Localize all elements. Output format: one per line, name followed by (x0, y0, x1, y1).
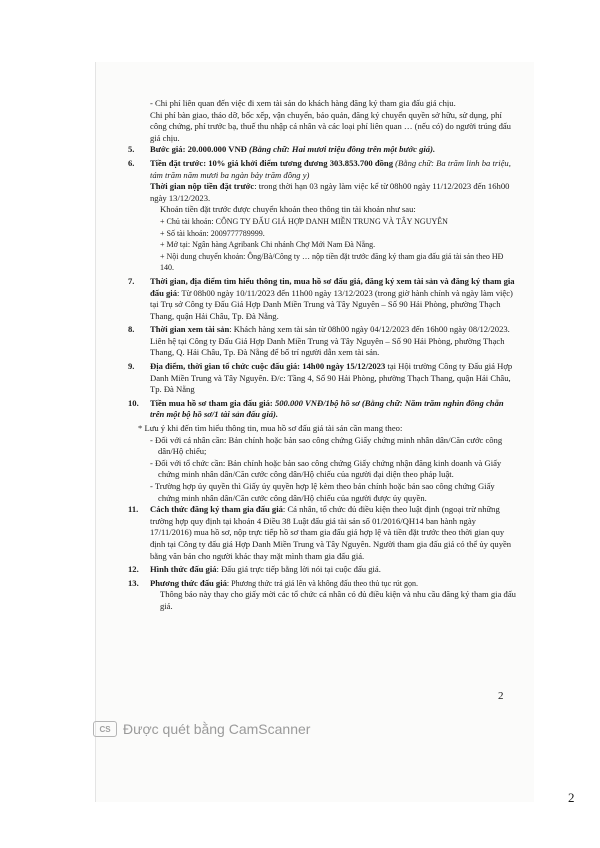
section-6-transfer-content: + Nội dung chuyển khoản: Ông/Bà/Công ty … nộp tiền đặt trước đăng ký tham gia đấu giá tài sản theo HĐ 140. (160, 251, 504, 273)
section-8-number: 8. (128, 324, 135, 335)
section-9 (118, 361, 518, 396)
section-6-account-intro: Khoản tiền đặt trước được chuyển khoản theo thông tin tài khoản như sau: (160, 204, 416, 215)
section-5-label: Bước giá: 20.000.000 VNĐ (150, 144, 247, 155)
section-6-account-bank: + Mở tại: Ngân hàng Agribank Chi nhánh Chợ Mới Nam Đà Nẵng. (160, 240, 376, 250)
section-8 (118, 324, 518, 359)
section-10-organization: - Đối với tổ chức cần: Bản chính hoặc bản sao công chứng Giấy chứng nhận đăng kinh doanh và Giấy chứng minh nhân dân/Căn cước công dân/Hộ chiếu của người đại diện theo pháp luật. (150, 457, 502, 480)
watermark-text: Được quét bằng CamScanner (123, 721, 311, 737)
section-6-account-number: + Số tài khoản: 2009777789999. (160, 228, 265, 238)
document-body (118, 98, 518, 615)
section-10 (118, 398, 518, 421)
section-12-text: : Đấu giá trực tiếp bằng lời nói tại cuộc đấu giá. (216, 564, 381, 575)
section-7 (118, 276, 518, 322)
inner-page-number: 2 (498, 690, 504, 702)
section-7-label: Thời gian, địa điểm tìm hiểu thông tin, mua hồ sơ đấu giá, đăng ký xem tài sản và đăng ký tham gia đấu giá (150, 275, 515, 298)
section-8-label: Thời gian xem tài sản (150, 324, 230, 335)
section-13 (118, 578, 518, 613)
section-8-text: : Khách hàng xem tài sản từ 08h00 ngày 04/12/2023 đến 16h00 ngày 08/12/2023. Liên hệ tại Công ty Đấu Giá Hợp Danh Miền Trung và Tây Nguyên – Số 90 Hải Phòng, phường Thạch Thang, Q. Hải Châu, Tp. Đà Nẵng để bố trí người dẫn xem tài sản. (150, 324, 510, 358)
section-13-text: : Phương thức trả giá lên và không đấu theo thủ tục rút gọn. (226, 578, 419, 588)
section-11-text: : Cá nhân, tổ chức đủ điều kiện theo luật định (ngoại trừ những trường hợp quy định tại khoản 4 Điều 38 Luật đấu giá tài sản số 01/2016/QH14 ban hành ngày 17/11/2016) mua hồ sơ, nộp trực tiếp hồ sơ tham gia đấu giá hợp lệ và tiền đặt trước theo thời gian quy định tại Công ty đấu giá Hợp Danh Miền Trung và Tây Nguyên. Người tham gia đấu giá có thể ủy quyền bằng văn bản cho người khác thay mặt mình tham gia đấu giá. (150, 504, 512, 561)
section-12 (118, 564, 518, 576)
intro-line-1: - Chi phí liên quan đến việc đi xem tài sản do khách hàng đăng ký tham gia đấu giá chịu. (150, 98, 456, 108)
section-9-text: tại Hội trường Công ty Đấu giá Hợp Danh Miền Trung và Tây Nguyên. Đ/c: Tầng 4, Số 90 Hải Phòng, phường Thạch Thang, quận Hải Châu, Tp. Đà Nẵng (150, 361, 513, 395)
section-9-number: 9. (128, 361, 135, 372)
intro-line-2: Chi phí bàn giao, tháo dỡ, bốc xếp, vận chuyển, bảo quản, đăng ký chuyển quyền sở hữu, sử dụng, phí công chứng, phí trước bạ, thuế thu nhập cá nhân và các loại phí liên quan … (nếu có) do người trúng đấu giá chịu. (150, 109, 511, 143)
section-7-text: : Từ 08h00 ngày 10/11/2023 đến 11h00 ngày 13/12/2023 (trong giờ hành chính và ngày làm việc) tại Trụ sở Công ty Đấu Giá Hợp Danh Miền Trung và Tây Nguyên – Số 90 Hải Phòng, phường Thạch Thang, quận Hải Châu, Tp. Đà Nẵng. (150, 287, 513, 321)
section-13-label: Phương thức đấu giá (150, 577, 227, 588)
section-9-label: Địa điểm, thời gian tổ chức cuộc đấu giá: 14h00 ngày 15/12/2023 (150, 361, 386, 372)
section-6-time-text: : trong thời hạn 03 ngày làm việc kể từ 08h00 ngày 11/12/2023 đến 16h00 ngày 13/12/2023. (150, 181, 510, 203)
camscanner-logo-icon: CS (93, 721, 117, 737)
section-11 (118, 504, 518, 562)
camscanner-watermark (93, 721, 310, 737)
section-13-number: 13. (128, 577, 139, 588)
section-11-label: Cách thức đăng ký tham gia đấu giá (150, 504, 283, 515)
section-12-label: Hình thức đấu giá (150, 564, 217, 575)
section-6-time-label: Thời gian nộp tiền đặt trước (150, 181, 255, 192)
outer-page-number: 2 (568, 790, 575, 805)
section-10-individual: - Đối với cá nhân cần: Bản chính hoặc bản sao công chứng Giấy chứng minh nhân dân/Căn cước công dân/Hộ chiếu; (150, 434, 503, 457)
section-10-value: 500.000 VNĐ/1bộ hồ sơ (272, 397, 360, 408)
section-10-authorization: - Trường hợp ủy quyền thì Giấy ủy quyền hợp lệ kèm theo bản chính hoặc bản sao công chứng Giấy chứng minh nhân dân/Căn cước công dân/Hộ chiếu của người được ủy quyền. (150, 481, 495, 503)
section-10-words: (Bằng chữ: Năm trăm nghìn đồng chẵn trên một bộ hồ sơ/1 tài sản đấu giá). (150, 397, 504, 420)
section-7-number: 7. (128, 275, 135, 286)
section-5 (118, 144, 518, 156)
section-10-label: Tiền mua hồ sơ tham gia đấu giá: (150, 397, 273, 408)
section-12-number: 12. (128, 564, 139, 575)
section-5-words: (Bằng chữ: Hai mươi triệu đồng trên một bước giá). (246, 144, 436, 155)
closing-notice: Thông báo này thay cho giấy mời các tổ chức cá nhân có đủ điều kiện và nhu cầu đăng ký tham gia đấu giá. (160, 589, 516, 611)
section-11-number: 11. (128, 504, 139, 515)
section-6-number: 6. (128, 157, 135, 168)
section-10-number: 10. (128, 397, 139, 408)
section-6-label: Tiền đặt trước: 10% giá khởi điểm tương đương 303.853.700 đồng (150, 157, 394, 168)
section-6-account-owner: + Chủ tài khoản: CÔNG TY ĐẤU GIÁ HỢP DANH MIỀN TRUNG VÀ TÂY NGUYÊN (160, 216, 448, 226)
section-6-words: (Bằng chữ: Ba trăm linh ba triệu, tám trăm năm mươi ba ngàn bảy trăm đồng y) (150, 157, 511, 180)
section-5-number: 5. (128, 144, 135, 155)
section-6 (118, 158, 518, 274)
section-10-note: * Lưu ý khi đến tìm hiểu thông tin, mua hồ sơ đấu giá tài sản cần mang theo: (138, 423, 403, 434)
